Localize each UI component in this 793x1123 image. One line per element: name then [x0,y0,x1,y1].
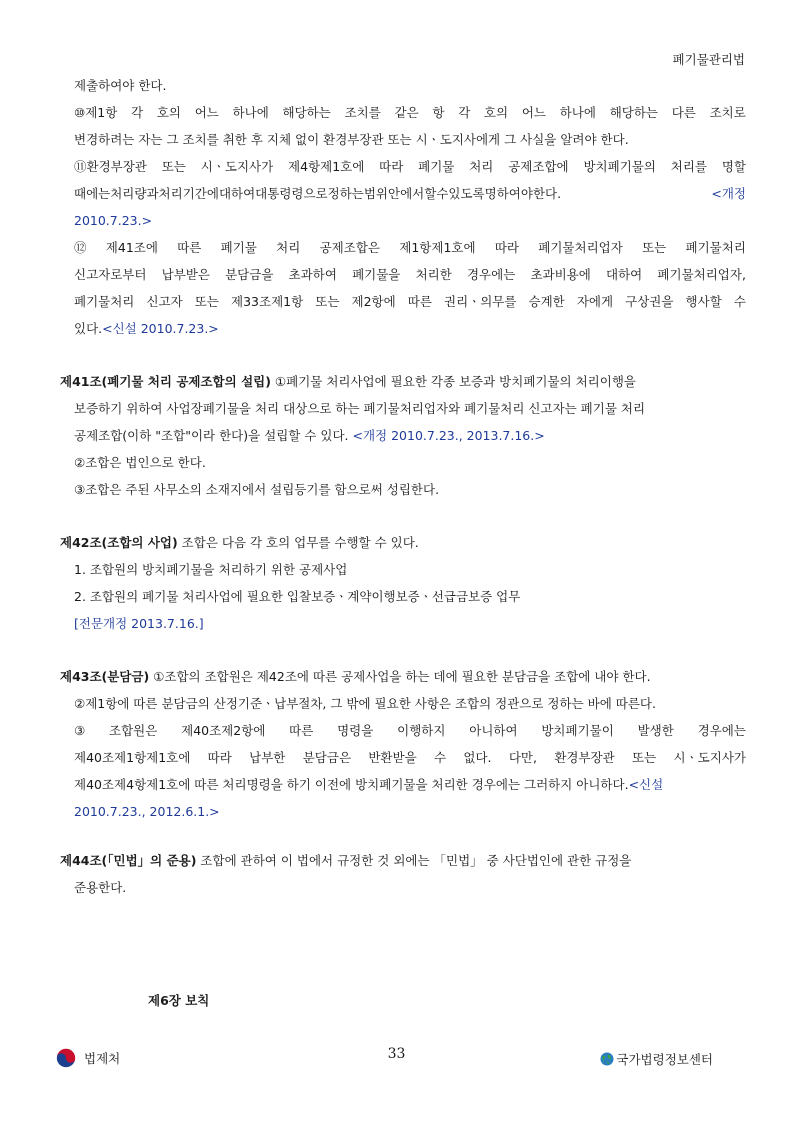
word: 분담금을 [225,267,274,282]
word: 방치폐기물의 [583,159,656,174]
word: ③ [74,723,86,738]
word: 또는 [642,240,667,255]
word: 행사할 [685,294,722,309]
word: 제40조제1항제1호에 [74,750,191,765]
amendment-note: [전문개정 2013.7.16.] [74,616,204,631]
text-line [60,234,746,261]
word: 수 [434,750,447,765]
text-line [60,261,746,288]
word: 발생한 [637,723,674,738]
amendment-note: 2010.7.23., 2012.6.1.> [74,804,220,819]
word: 제2항에 [351,294,396,309]
word: 정하는 [327,186,364,201]
text-line: 2. 조합원의 폐기물 처리사업에 필요한 입찰보증ㆍ계약이행보증ㆍ선급금보증 업무 [74,589,521,604]
word: 다만, [508,750,537,765]
word: 납부한 [249,750,286,765]
word: 같은 [394,105,419,120]
word: 대하여 [606,267,643,282]
word: 따른 [407,294,432,309]
word: 제4항제1호에 [288,159,365,174]
word: 범위 [363,186,389,201]
word: 공제조합은 [319,240,380,255]
word: 분담금은 [302,750,352,765]
word: 폐기물을 [352,267,401,282]
article-42-line [60,529,746,556]
word: 방치폐기물이 [541,723,614,738]
word: 수 [436,186,449,201]
text-line: 보증하기 위하여 사업장폐기물을 처리 대상으로 하는 폐기물처리업자와 폐기물처리 신고자는 폐기물 처리 [74,401,646,416]
text-span: 제40조제4항제1호에 따른 처리명령을 하기 이전에 방치폐기물을 처리한 경우에는 그러하지 아니하다. [74,777,629,792]
article-44-line [60,847,746,874]
word: 따른 [177,240,202,255]
word: 이행하지 [397,723,446,738]
word: 공제조합에 [508,159,569,174]
text-span: ①조합의 조합원은 제42조에 따른 공제사업을 하는 데에 필요한 분담금을 조합에 내야 한다. [149,669,651,684]
word: 호의 [483,105,509,120]
word: 초과비용에 [530,267,591,282]
amendment-note: <신설 2010.7.23.> [102,321,219,336]
word: 제41조에 [105,240,158,255]
word: 처리한 [415,267,452,282]
word: 경우에는 [697,723,746,738]
text-line [60,744,746,771]
word: 각 [458,105,471,120]
footer-left-label: 법제처 [84,1051,121,1066]
word: 따라 [494,240,519,255]
word: 경우에는 [466,267,516,282]
word: 아니하여 [469,723,518,738]
word: 처리를 [670,159,707,174]
word: 폐기물 [418,159,455,174]
text-line [60,315,746,342]
globe-icon [600,1052,614,1066]
word: 자에게 [576,294,614,309]
word: 제1항제1호에 [399,240,476,255]
text-span: ①폐기물 처리사업에 필요한 각종 보증과 방치폐기물의 처리이행을 [270,374,636,389]
word: 처리 [276,240,301,255]
text-line-words [74,180,707,207]
text-line [60,717,746,744]
article-43-line [60,663,746,690]
word: 때에는 [74,186,111,201]
amendment-note: <개정 [711,186,746,201]
word: 처리 [469,159,494,174]
word: 폐기물처리업자, [657,267,746,282]
word: 구상권을 [625,294,674,309]
article-41-title: 제41조(폐기물 처리 공제조합의 설립) [60,374,271,389]
word: 따라 [207,750,232,765]
word: 명령을 [337,723,374,738]
text-line: 제출하여야 한다. [74,78,167,93]
word: 할 [424,186,437,201]
article-43-title: 제43조(분담금) [60,669,150,684]
word: 반환받을 [368,750,417,765]
word: 폐기물 [220,240,257,255]
footer-right-label: 국가법령정보센터 [616,1052,713,1067]
word: 신고자로부터 [74,267,147,282]
page-footer [0,1042,793,1082]
word: 어느 [521,105,547,120]
word: 따라 [379,159,404,174]
word: ⑪환경부장관 [74,159,147,174]
document-body [60,72,746,901]
word: 대하여 [218,186,256,201]
word: 초과하여 [288,267,337,282]
text-line: ③조합은 주된 사무소의 소재지에서 설립등기를 함으로써 성립한다. [74,482,440,497]
word: 하나에 [232,105,269,120]
word: 조치를 [344,105,381,120]
amendment-note: 2010.7.23.> [74,213,153,228]
amendment-note: <개정 2010.7.23., 2013.7.16.> [348,428,545,443]
word: 따른 [289,723,314,738]
word: 있도록 [448,186,485,201]
word: 해당하는 [609,105,658,120]
article-44-title: 제44조(「민법」의 준용) [60,853,197,868]
word: 한다. [532,186,562,201]
word: 각 [131,105,144,120]
word: 제40조제2항에 [181,723,266,738]
word: 다른 [671,105,696,120]
footer-right [600,1050,713,1068]
word: 명하여야 [484,186,533,201]
amendment-note: <신설 [628,777,664,792]
text-line [60,422,746,449]
word: 어느 [194,105,219,120]
word: 처리량과 [110,186,159,201]
text-line [60,153,746,180]
word: 처리기간에 [158,186,219,201]
text-line [60,99,746,126]
word: 환경부장관 [554,750,615,765]
word: 해당하는 [282,105,331,120]
word: 명할 [721,159,746,174]
word: 승계한 [528,294,565,309]
word: 조치로 [709,105,746,120]
word: 또는 [194,294,219,309]
text-span: 조합은 다음 각 호의 업무를 수행할 수 있다. [177,535,419,550]
word: 안에서 [388,186,425,201]
article-42-title: 제42조(조합의 사업) [60,535,178,550]
text-line [60,180,746,207]
law-name-header: 폐기물관리법 [672,52,745,67]
word: 하나에 [559,105,596,120]
word: 항 [432,105,445,120]
text-line [60,771,746,798]
text-line [60,288,746,315]
page-number: 33 [387,1046,406,1062]
text-line: 준용한다. [74,880,127,895]
word: 또는 [315,294,340,309]
text-span: 있다. [74,321,103,336]
word: 조합원은 [109,723,158,738]
text-span: 조합에 관하여 이 법에서 규정한 것 외에는 「민법」 중 사단법인에 관한 규정을 [196,853,632,868]
word: 권리ㆍ의무를 [444,294,517,309]
word: ⑫ [74,240,87,255]
word: 없다. [463,750,492,765]
word: 호의 [156,105,181,120]
chapter-heading: 제6장 보칙 [148,993,210,1008]
text-span: 공제조합(이하 "조합"이라 한다)을 설립할 수 있다. [74,428,349,443]
word: 대통령령으로 [255,186,328,201]
word: ⑩제1항 [74,105,118,120]
text-line: ②조합은 법인으로 한다. [74,455,206,470]
word: 납부받은 [161,267,210,282]
text-line: 1. 조합원의 방치폐기물을 처리하기 위한 공제사업 [74,562,348,577]
word: 수 [733,294,746,309]
word: 폐기물처리 [74,294,135,309]
word: 시ㆍ도지사가 [673,750,746,765]
text-line: 변경하려는 자는 그 조치를 취한 후 지체 없이 환경부장관 또는 시ㆍ도지사에게 그 사실을 알려야 한다. [74,132,629,147]
word: 또는 [161,159,186,174]
article-41-line [60,368,746,395]
word: 제33조제1항 [231,294,304,309]
word: 시ㆍ도지사가 [200,159,274,174]
word: 폐기물처리 [685,240,746,255]
word: 폐기물처리업자 [538,240,623,255]
word: 신고자 [146,294,183,309]
text-line: ②제1항에 따른 분담금의 산정기준ㆍ납부절차, 그 밖에 필요한 사항은 조합의 정관으로 정하는 바에 따른다. [74,696,656,711]
word: 또는 [632,750,657,765]
